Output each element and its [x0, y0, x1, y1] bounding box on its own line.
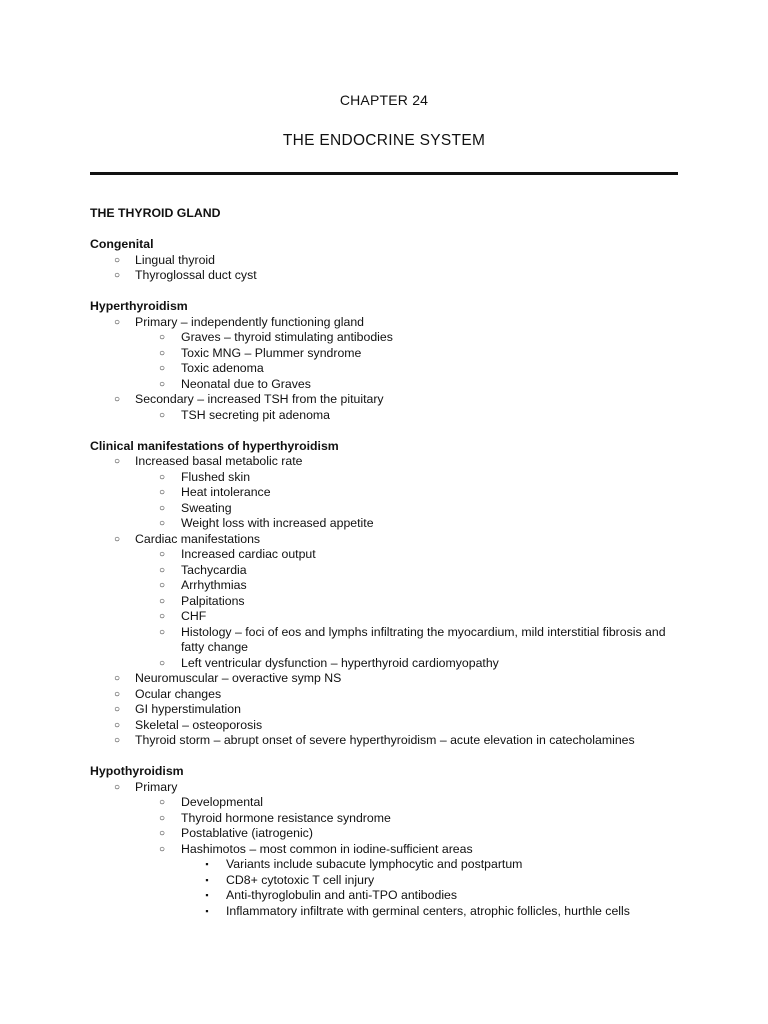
- outline-item-text: Heat intolerance: [181, 485, 271, 499]
- section-spacer: [90, 423, 690, 439]
- outline-item-text: Tachycardia: [181, 562, 247, 577]
- hollow-circle-bullet-icon: ○: [158, 843, 166, 855]
- outline-item-text: Left ventricular dysfunction – hyperthyroid cardiomyopathy: [181, 655, 499, 670]
- outline-item-text: Palpitations: [181, 593, 245, 608]
- outline-item-level-2: [90, 377, 690, 393]
- document-body: [90, 206, 690, 919]
- hollow-circle-bullet-icon: ○: [158, 332, 166, 343]
- title-divider: [90, 172, 678, 175]
- outline-item-text: Hashimotos – most common in iodine-sufficient areas: [181, 841, 473, 856]
- outline-item-level-1: [90, 392, 690, 408]
- hollow-circle-bullet-icon: ○: [113, 673, 121, 684]
- hollow-circle-bullet-icon: ○: [158, 487, 166, 498]
- outline-item-text: Thyroglossal duct cyst: [135, 268, 257, 282]
- section-heading: Hyperthyroidism: [90, 299, 188, 313]
- outline-item-level-1: [90, 718, 690, 734]
- outline-section: [90, 439, 690, 749]
- hollow-circle-bullet-icon: ○: [113, 456, 121, 467]
- outline-item-text: Neuromuscular – overactive symp NS: [135, 671, 342, 685]
- outline-item-level-1: [90, 702, 690, 718]
- outline-item-level-3: [90, 873, 690, 889]
- outline-item-level-2: [90, 842, 690, 858]
- outline-item-text: Developmental: [181, 795, 264, 809]
- chapter-number: CHAPTER 24: [339, 92, 429, 108]
- outline-item-level-3: [90, 888, 690, 904]
- outline-item-text: Primary – independently functioning gland: [135, 314, 365, 329]
- outline-item-text: Anti-thyroglobulin and anti-TPO antibodies: [226, 888, 458, 902]
- outline-item-text: TSH secreting pit adenoma: [181, 407, 331, 422]
- outline-item-text: Skeletal – osteoporosis: [135, 717, 263, 732]
- hollow-circle-bullet-icon: ○: [158, 564, 166, 576]
- outline-item-text: Increased basal metabolic rate: [135, 454, 303, 468]
- outline-item-level-3: [90, 904, 690, 920]
- hollow-circle-bullet-icon: ○: [158, 580, 166, 591]
- outline-item-text: Neonatal due to Graves: [181, 376, 311, 391]
- outline-item-level-1: [90, 687, 690, 703]
- outline-item-text: Thyroid storm – abrupt onset of severe hyperthyroidism – acute elevation in catecholamines: [135, 733, 635, 747]
- outline-item-level-2: [90, 330, 690, 346]
- outline-item-level-2: [90, 470, 690, 486]
- outline-item-level-2: [90, 408, 690, 424]
- section-heading: Congenital: [90, 237, 154, 251]
- hollow-circle-bullet-icon: ○: [113, 781, 121, 793]
- outline-item-text: Weight loss with increased appetite: [181, 516, 374, 530]
- outline-item-level-1: [90, 268, 690, 284]
- outline-item-level-1: [90, 454, 690, 470]
- outline-item-level-2: [90, 547, 690, 563]
- outline-item-level-2: [90, 563, 690, 579]
- outline-item-text: Inflammatory infiltrate with germinal centers, atrophic follicles, hurthle cells: [226, 903, 630, 918]
- outline-item-level-2: [90, 594, 690, 610]
- hollow-circle-bullet-icon: ○: [113, 316, 121, 328]
- hollow-circle-bullet-icon: ○: [158, 812, 166, 824]
- hollow-circle-bullet-icon: ○: [158, 626, 166, 638]
- hollow-circle-bullet-icon: ○: [158, 797, 166, 808]
- hollow-circle-bullet-icon: ○: [113, 704, 121, 715]
- outline-item-level-1: [90, 532, 690, 548]
- outline-item-text: Graves – thyroid stimulating antibodies: [181, 330, 393, 344]
- hollow-circle-bullet-icon: ○: [113, 533, 121, 545]
- section-heading: Clinical manifestations of hyperthyroidism: [90, 438, 339, 453]
- outline-item-level-1: [90, 253, 690, 269]
- outline-item-text: Toxic MNG – Plummer syndrome: [181, 345, 362, 360]
- outline-item-level-2: [90, 578, 690, 594]
- outline-item-level-2: [90, 826, 690, 842]
- outline-section: [90, 206, 690, 222]
- square-bullet-icon: ▪: [205, 859, 209, 869]
- outline-item-text: Arrhythmias: [181, 578, 247, 592]
- hollow-circle-bullet-icon: ○: [113, 254, 121, 266]
- outline-item-level-3: [90, 857, 690, 873]
- outline-item-level-2: [90, 501, 690, 517]
- outline-section: [90, 299, 690, 423]
- outline-item-level-1: [90, 733, 690, 749]
- hollow-circle-bullet-icon: ○: [113, 394, 121, 405]
- outline-item-level-2: [90, 609, 690, 625]
- hollow-circle-bullet-icon: ○: [158, 502, 166, 514]
- outline-item-text: CD8+ cytotoxic T cell injury: [226, 872, 375, 887]
- hollow-circle-bullet-icon: ○: [113, 270, 121, 281]
- outline-item-text: Cardiac manifestations: [135, 531, 261, 546]
- outline-item-text: Ocular changes: [135, 686, 222, 701]
- outline-item-text: Toxic adenoma: [181, 361, 264, 375]
- hollow-circle-bullet-icon: ○: [158, 549, 166, 560]
- outline-item-level-2: [90, 346, 690, 362]
- hollow-circle-bullet-icon: ○: [158, 611, 166, 622]
- outline-item-text: GI hyperstimulation: [135, 702, 241, 716]
- hollow-circle-bullet-icon: ○: [113, 719, 121, 731]
- outline-item-level-2: [90, 656, 690, 672]
- section-heading: THE THYROID GLAND: [90, 206, 221, 220]
- square-bullet-icon: ▪: [205, 890, 209, 900]
- outline-item-level-1: [90, 780, 690, 796]
- outline-item-level-2: [90, 625, 681, 656]
- outline-section: [90, 237, 690, 284]
- hollow-circle-bullet-icon: ○: [158, 518, 166, 529]
- square-bullet-icon: ▪: [205, 874, 209, 885]
- outline-item-text: Lingual thyroid: [135, 252, 215, 267]
- hollow-circle-bullet-icon: ○: [158, 828, 166, 839]
- outline-item-text: Thyroid hormone resistance syndrome: [181, 810, 391, 825]
- section-spacer: [90, 749, 690, 765]
- hollow-circle-bullet-icon: ○: [113, 735, 121, 746]
- hollow-circle-bullet-icon: ○: [158, 347, 166, 359]
- chapter-title: THE ENDOCRINE SYSTEM: [282, 132, 486, 149]
- hollow-circle-bullet-icon: ○: [158, 657, 166, 669]
- hollow-circle-bullet-icon: ○: [158, 378, 166, 390]
- outline-item-level-2: [90, 811, 690, 827]
- outline-item-text: Histology – foci of eos and lymphs infiltrating the myocardium, mild interstitial fibrosis and fatty change: [181, 624, 666, 654]
- outline-item-text: Primary: [135, 779, 178, 794]
- hollow-circle-bullet-icon: ○: [158, 409, 166, 421]
- hollow-circle-bullet-icon: ○: [158, 471, 166, 483]
- section-spacer: [90, 284, 690, 300]
- outline-section: [90, 764, 690, 919]
- outline-item-text: CHF: [181, 609, 207, 623]
- outline-item-text: Sweating: [181, 500, 232, 515]
- outline-item-level-2: [90, 361, 690, 377]
- outline-item-text: Postablative (iatrogenic): [181, 826, 313, 840]
- outline-item-text: Variants include subacute lymphocytic and postpartum: [226, 857, 523, 871]
- outline-item-text: Secondary – increased TSH from the pituitary: [135, 392, 384, 406]
- outline-item-text: Flushed skin: [181, 469, 251, 484]
- outline-item-level-2: [90, 795, 690, 811]
- section-spacer: [90, 222, 690, 238]
- square-bullet-icon: ▪: [205, 905, 209, 916]
- outline-item-level-1: [90, 315, 690, 331]
- outline-item-level-1: [90, 671, 690, 687]
- hollow-circle-bullet-icon: ○: [158, 363, 166, 374]
- hollow-circle-bullet-icon: ○: [113, 688, 121, 700]
- outline-item-level-2: [90, 516, 690, 532]
- outline-item-text: Increased cardiac output: [181, 547, 316, 561]
- hollow-circle-bullet-icon: ○: [158, 595, 166, 607]
- outline-item-level-2: [90, 485, 690, 501]
- section-heading: Hypothyroidism: [90, 764, 184, 778]
